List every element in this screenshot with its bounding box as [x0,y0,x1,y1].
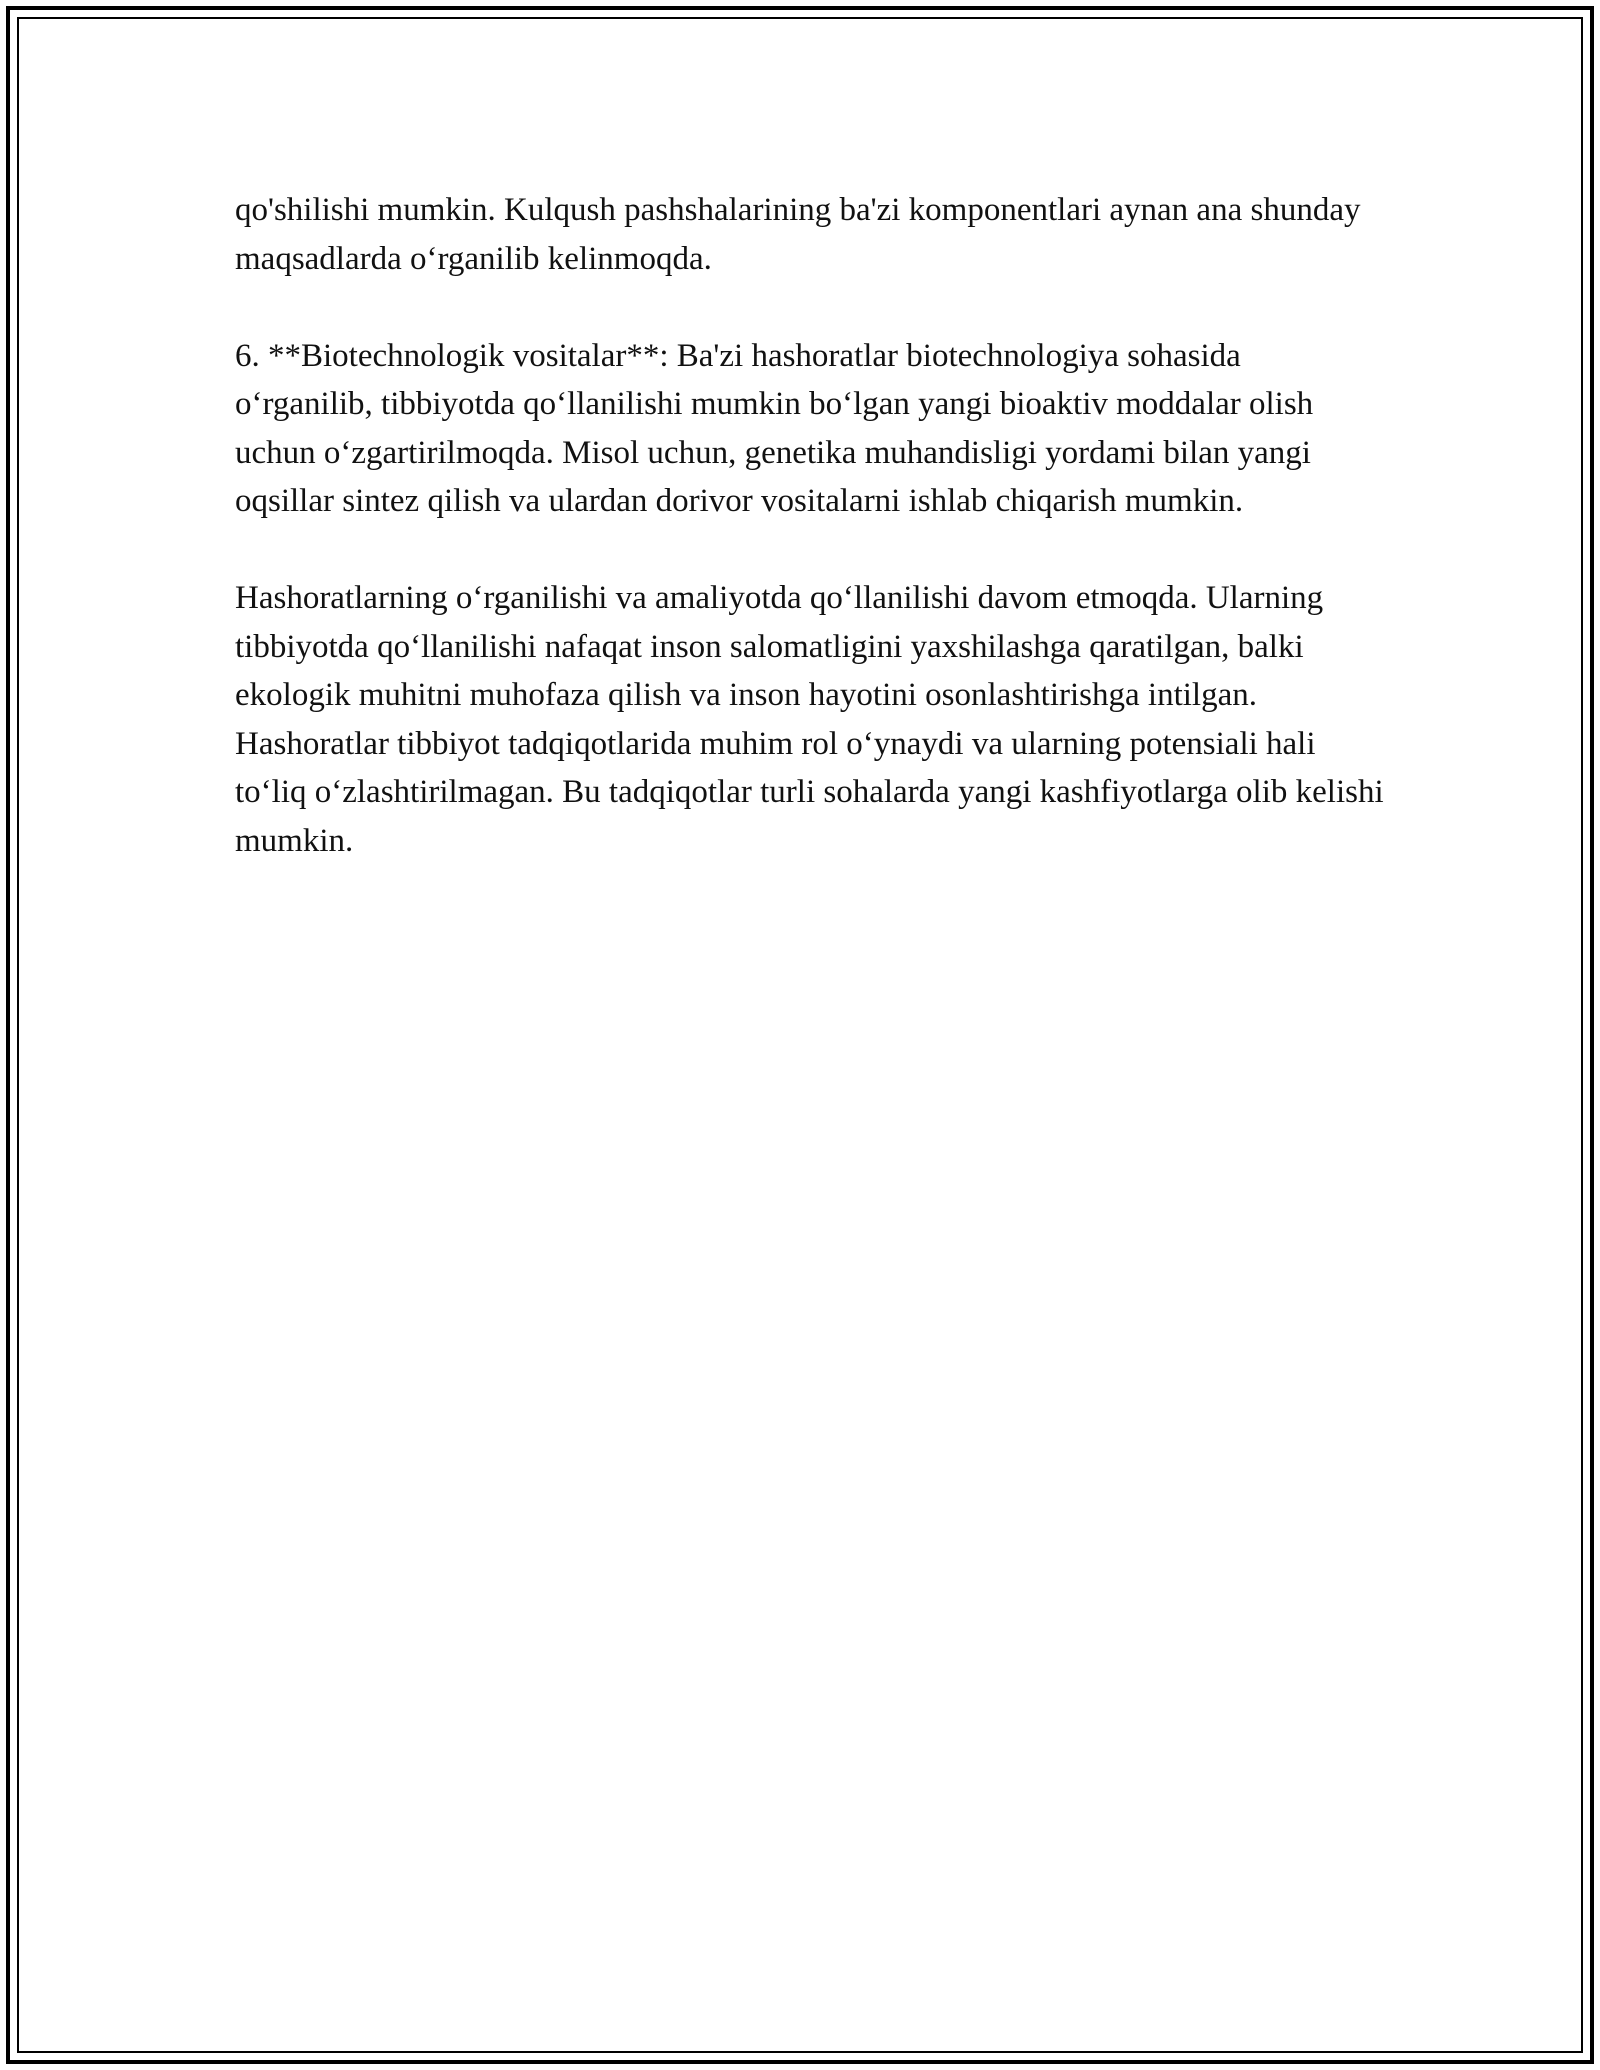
paragraph-conclusion: Hashoratlarning o‘rganilishi va amaliyotda qo‘llanilishi davom etmoqda. Ularning tibbiyotda qo‘llanilishi nafaqat inson salomatligini yaxshilashga qaratilgan, balki ekologik muhitni muhofaza qilish va inson hayotini osonlashtirishga intilgan. Hashoratlar tibbiyot tadqiqotlarida muhim rol o‘ynaydi va ularning potensiali hali to‘liq o‘zlashtirilmagan. Bu tadqiqotlar turli sohalarda yangi kashfiyotlarga olib kelishi mumkin. [235,580,1384,859]
paragraph-biotechnology-item: 6. **Biotechnologik vositalar**: Ba'zi hashoratlar biotechnologiya sohasida o‘rganilib, tibbiyotda qo‘llanilishi mumkin bo‘lgan yangi bioaktiv moddalar olish uchun o‘zgartirilmoqda. Misol uchun, genetika muhandisligi yordami bilan yangi oqsillar sintez qilish va ulardan dorivor vositalarni ishlab chiqarish mumkin. [235,337,1314,519]
paragraph-continuation: qo'shilishi mumkin. Kulqush pashshalarining ba'zi komponentlari aynan ana shunday maqsadlarda o‘rganilib kelinmoqda. [235,192,1361,277]
document-body [235,186,1385,914]
